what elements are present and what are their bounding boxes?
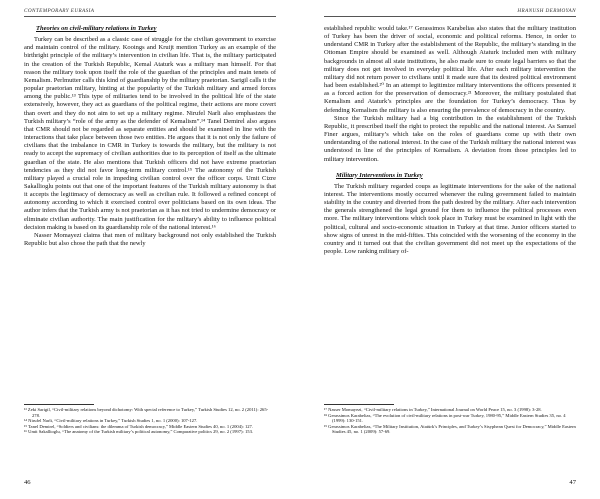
header-rule [324, 16, 576, 17]
paragraph: Turkey can be described as a classic case of struggle for the civilian government to exercise and maintain control of the military. Kooings and Kruijt mention Turkey as an example of the birthright principle of the military’s intervention in civilian life. That is, the military participated in the creation of the Turkish Republic, Kemal Ataturk was a military man himself. For that reason the military took upon itself the role of the guardian of the principles and main tenets of Kemalism. Perlmutter calls this kind of guardianship by the military praetorian. Sarigil calls it the popular praetorian military, hinting at the popularity of the Turkish military and armed forces among the public.¹³ This type of militaries tend to be involved in the political life of the state extensively, however, they act as guardians of the political regime, their actions are more covert than overt and they do not aim to set up a military regime. Nirufel Narli also emphasizes the Turkish military’s “role of the army as the defender of Kemalism”.¹⁴ Tanel Demirel also argues that CMR should not be regarded as separate entities and should be examined in line with the interactions that take place between those two entities. He argues that it is not only the failure of civilians that the imbalance in CMR in Turkey is towards the military, but the military is not ready to accept the supremacy of civilian authorities due to its perception of itself as the ultimate guardian of the state. He also mentions that Turkish officers did not have extreme praetorian tendencies as they did not favor long-term military control.¹⁵ The autonomy of the Turkish military played a crucial role in impeding civilian control over the officer corps. Umit Cizre Sakallioglu points out that one of the important features of the Turkish military autonomy is that it accepts the legitimacy of democracy as well as civilian rule. It followed a refined concept of autonomy according to which it exercised control over politicians based on its own ideas. The author infers that the Turkish army is not praetorian as it has not tried to undermine democracy or eliminate civilian authority. The main justification for the military’s ability to influence political decision making is based on its guardianship role of the national interest.¹⁶ [24, 36, 276, 231]
footnote: ¹⁷ Nasser Momayezi, “Civil-military relations in Turkey,” International Journal on World Peace 15, no. 3 (1998): 3-28. [324, 407, 542, 412]
footnote: ¹⁹ Gerassimos Karabelias, “The Military Institution, Atatürk’s Principles, and Turkey’s Sisyphean Quest for Democracy,” Middle Eastern Studies 45, no. 1 (2009): 57-69. [324, 423, 576, 435]
paragraph: Nasser Momayezi claims that men of military background not only established the Turkish Republic but also chose the path that the newly [24, 231, 276, 248]
footnotes [24, 407, 276, 435]
footnote: ¹⁵ Tanel Demirel, “Soldiers and civilians: the dilemma of Turkish democracy,” Middle Eastern Studies 40, no. 1 (2004): 127. [24, 423, 253, 429]
header-rule [24, 16, 276, 17]
footnote-rule [24, 404, 94, 405]
footnote: ¹⁴ Nirufel Narli, “Civil-military relations in Turkey,” Turkish Studies 1, no. 1 (2000): 107-127. [24, 418, 198, 424]
section-heading: Theories on civil-military relations in Turkey [36, 25, 157, 32]
body-column [324, 25, 576, 256]
paragraph: The Turkish military regarded coups as legitimate interventions for the sake of the national interest. The interventions mostly occurred whenever the ruling government failed to maintain stability in the country and diverted from the path desired by the military. After each intervention the generals strengthened the legal ground for them to influence the political processes even more. The military interventions which took place in Turkey must be examined in light with the political, cultural and socio-economic situation in Turkey at that time. Junior officers started to show signs of unrest in the mid-fifties. This coincided with the worsening of the economy in the country and it turned out that the civilian government did not meet up the expectations of the people. Low ranking military of- [324, 182, 576, 256]
running-head-journal: CONTEMPORARY EURASIA [24, 8, 95, 14]
section-gap [324, 164, 576, 172]
paragraph: established republic would take.¹⁷ Gerassimos Karabelias also states that the military institution of Turkey has been the driver of social, economic and political reforms. Hence, in order to understand CMR in Turkey after the establishment of the Republic, the military’s standing in the Ottoman Empire should be examined as well. Although Ataturk included men with military backgrounds in almost all state institutions, he also made sure to create legal barriers so that the military does not get involved in everyday political life. After each military intervention the military did not return power to civilians until it made sure that its desired political environment had been established.²⁰ In an attempt to legitimize military interventions the officers presented it as a forced action for the preservation of democracy.²¹ Moreover, the military postulated that Kemalism and Ataturk’s principles are the foundation for Turkey’s democracy. Thus by defending Kemalism the military is also ensuring the prevalence of democracy in the country. [324, 25, 576, 114]
right-page [300, 0, 600, 499]
section-heading: Military Interventions in Turkey [336, 171, 423, 179]
paragraph: Since the Turkish military had a big contribution in the establishment of the Turkish Republic, it prescribed itself the right to protect the republic and the national interest. As Samuel Finer argues, military’s which take on the roles of guardians come up with their own understanding of the national interest. In the case of the Turkish military the national interest was understood in line of the principles of Kemalism. A deviation from those principles led to military intervention. [324, 114, 576, 163]
footnote: ¹⁸ Gerassimos Karabelias, “The evolution of civil-military relations in post-war Turkey, 1980-95,” Middle Eastern Studies 35, no. 4 (1999): 130-151. [324, 412, 566, 424]
page-number: 46 [24, 479, 31, 486]
running-head-author: HRANUSH DERMOYAN [517, 8, 576, 14]
body-column [24, 25, 276, 248]
page-number: 47 [569, 479, 576, 486]
footnote: ¹⁶ Umit Sakallioglu, “The anatomy of the Turkish military’s political autonomy,” Comparative politics 29, no. 2 (1997): 153. [24, 429, 254, 435]
footnotes [324, 407, 576, 435]
footnote: ¹³ Zeki Sarigil, “Civil-military relations beyond dichotomy: With special reference to Turkey,” Turkish Studies 12, no. 2 (2011): 265-278. [24, 407, 269, 418]
footnote-rule [324, 404, 394, 405]
